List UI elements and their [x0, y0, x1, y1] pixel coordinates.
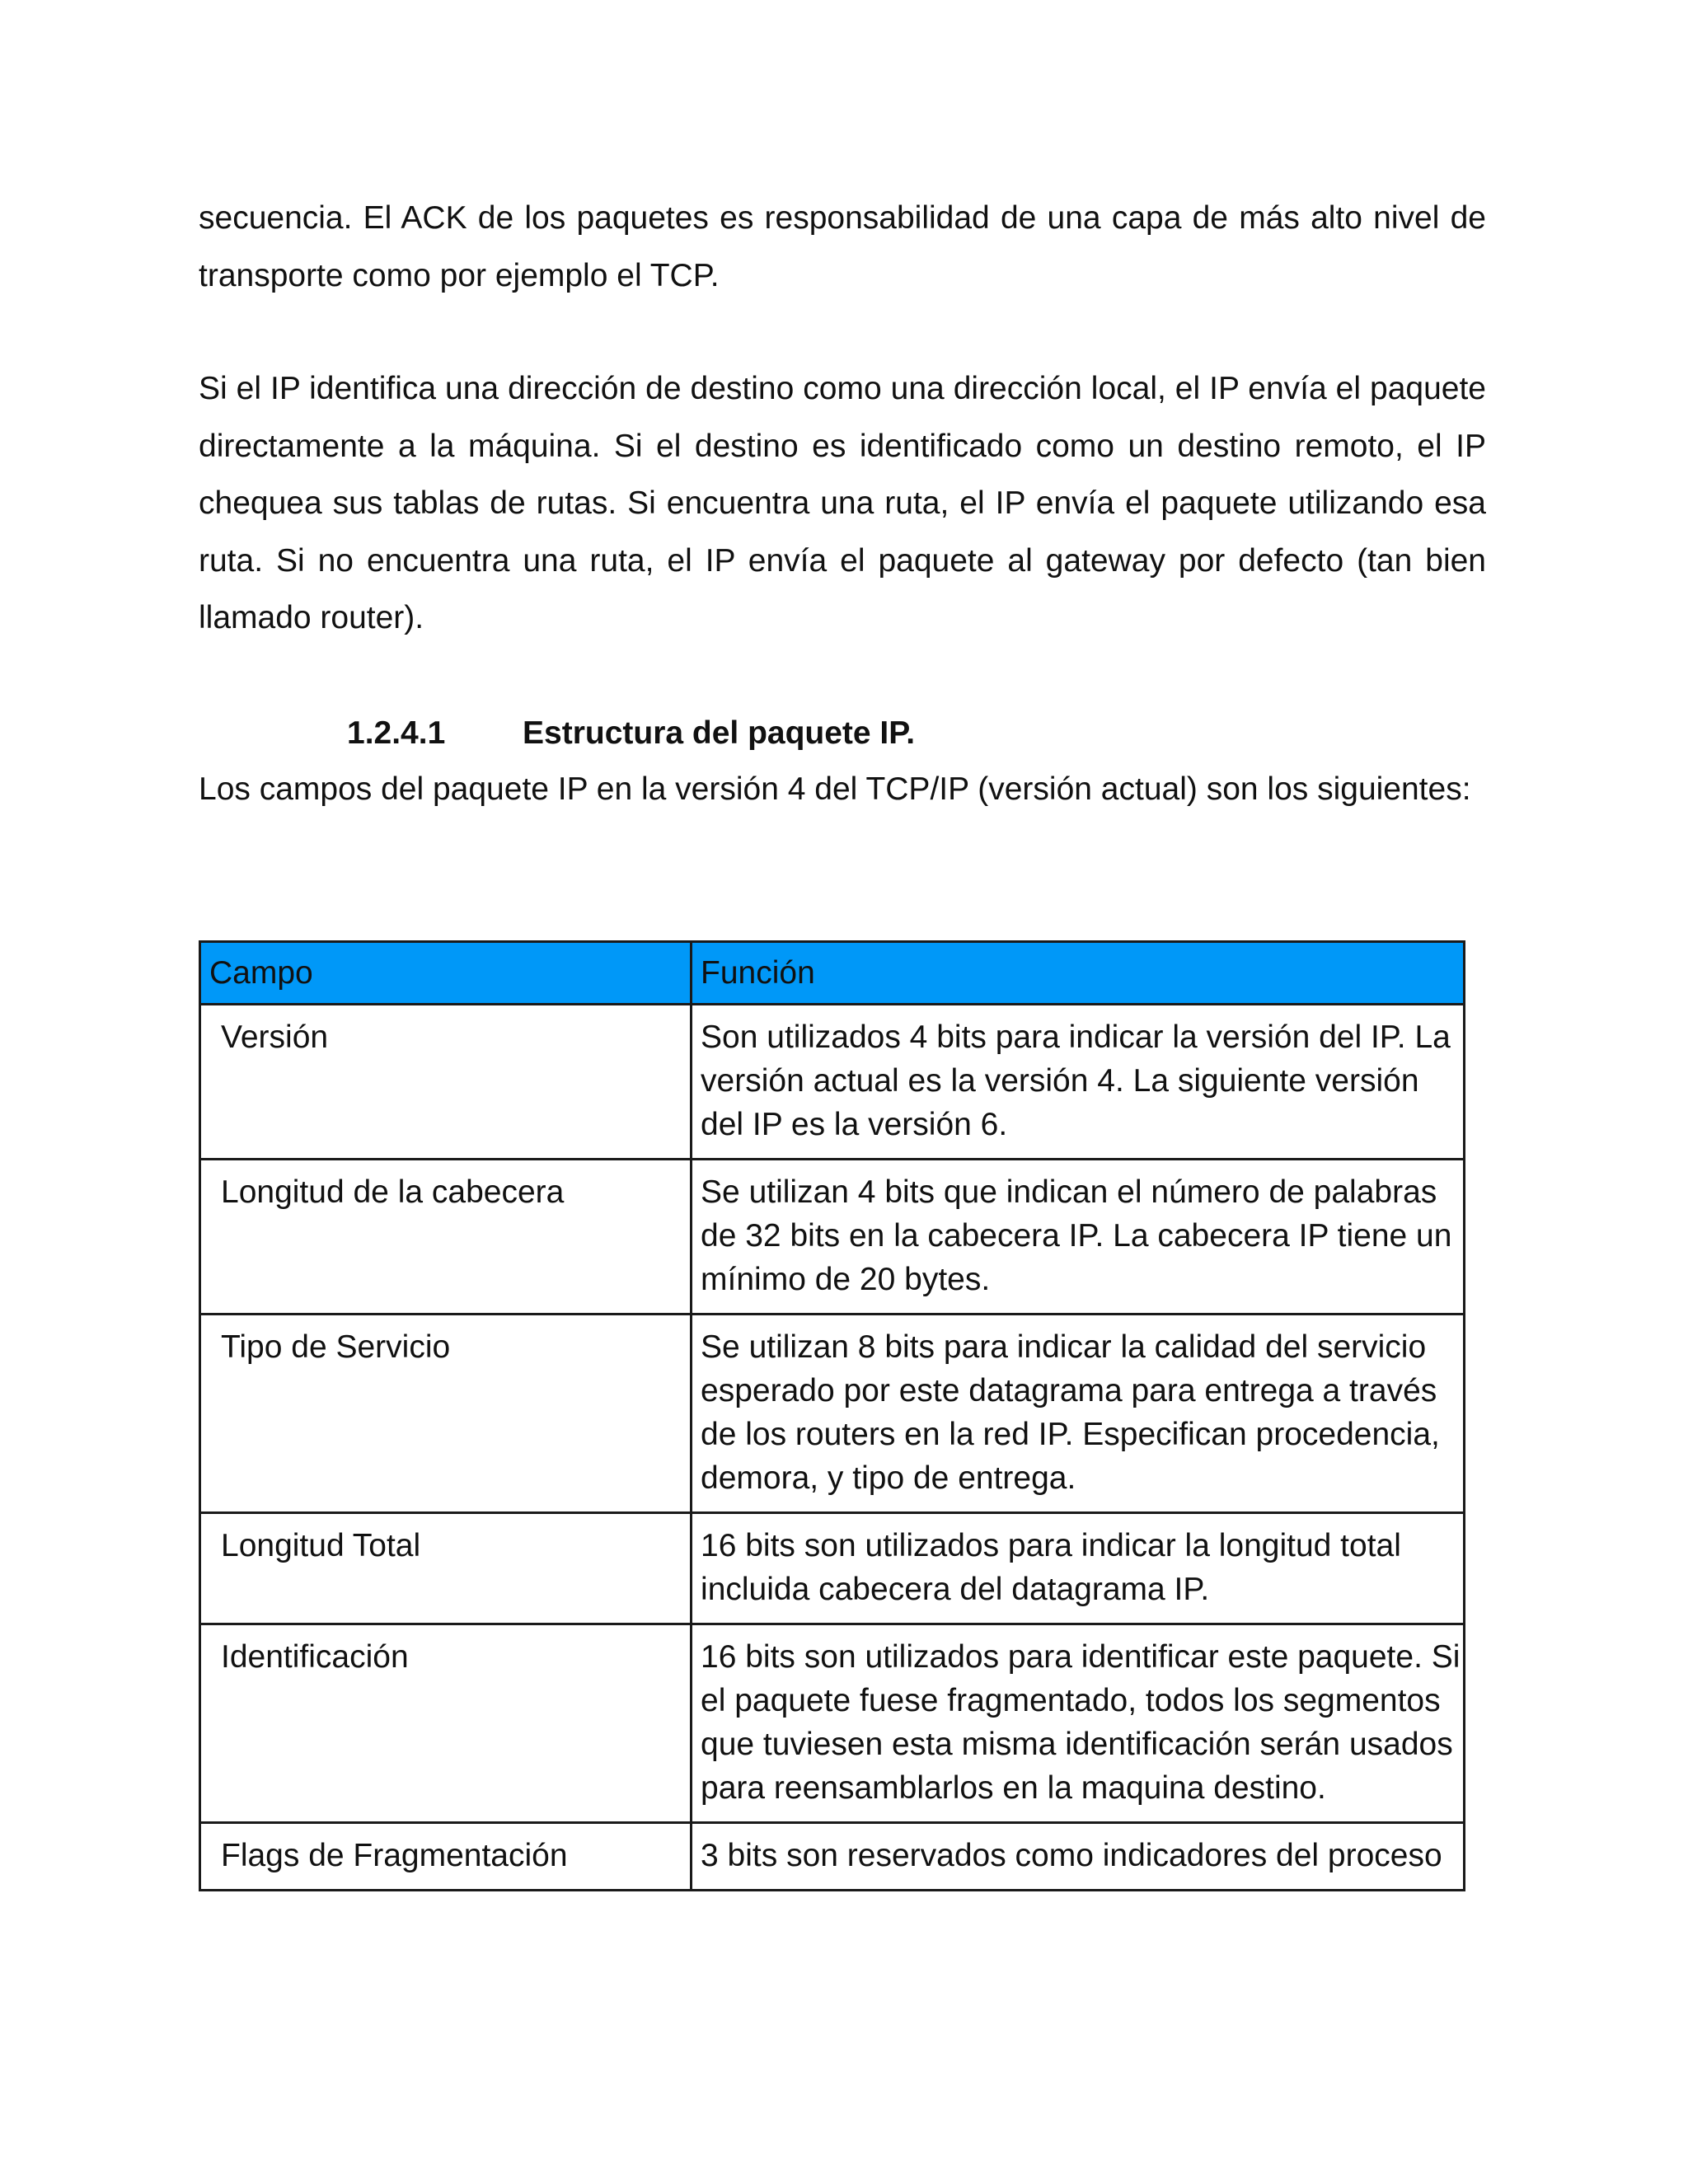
- header-campo: Campo: [200, 942, 692, 1005]
- cell-campo: Flags de Fragmentación: [200, 1823, 692, 1891]
- cell-campo: Tipo de Servicio: [200, 1315, 692, 1513]
- header-funcion: Función: [692, 942, 1465, 1005]
- paragraph-fields-intro: Los campos del paquete IP en la versión 4 del TCP/IP (versión actual) son los siguientes:: [199, 771, 1471, 807]
- section-title: Estructura del paquete IP.: [523, 715, 916, 751]
- cell-funcion: 16 bits son utilizados para indicar la longitud total incluida cabecera del datagrama IP.: [692, 1513, 1465, 1624]
- cell-funcion: Son utilizados 4 bits para indicar la versión del IP. La versión actual es la versión 4. La siguiente versión del IP es la versión 6.: [692, 1005, 1465, 1160]
- cell-funcion: 3 bits son reservados como indicadores del proceso: [692, 1823, 1465, 1891]
- table-row: [200, 1823, 1465, 1891]
- section-heading: [347, 705, 915, 762]
- cell-funcion: Se utilizan 4 bits que indican el número de palabras de 32 bits en la cabecera IP. La cabecera IP tiene un mínimo de 20 bytes.: [692, 1160, 1465, 1315]
- table-row: [200, 1160, 1465, 1315]
- cell-funcion: 16 bits son utilizados para identificar este paquete. Si el paquete fuese fragmentado, todos los segmentos que tuviesen esta misma identificación serán usados para reensamblarlos en la maquina destino.: [692, 1624, 1465, 1823]
- table-row: [200, 1005, 1465, 1160]
- table-row: [200, 1513, 1465, 1624]
- table-row: [200, 1624, 1465, 1823]
- cell-funcion: Se utilizan 8 bits para indicar la calidad del servicio esperado por este datagrama para entrega a través de los routers en la red IP. Especifican procedencia, demora, y tipo de entrega.: [692, 1315, 1465, 1513]
- cell-campo: Versión: [200, 1005, 692, 1160]
- ip-fields-table: [199, 940, 1465, 1891]
- cell-campo: Longitud Total: [200, 1513, 692, 1624]
- paragraph-routing: Si el IP identifica una dirección de destino como una dirección local, el IP envía el paquete directamente a la máquina. Si el destino es identificado como un destino remoto, el IP chequea sus tablas de rutas. Si encuentra una ruta, el IP envía el paquete utilizando esa ruta. Si no encuentra una ruta, el IP envía el paquete al gateway por defecto (tan bien llamado router).: [199, 371, 1486, 635]
- table-row: [200, 1315, 1465, 1513]
- cell-campo: Longitud de la cabecera: [200, 1160, 692, 1315]
- paragraph-ack: secuencia. El ACK de los paquetes es responsabilidad de una capa de más alto nivel de transporte como por ejemplo el TCP.: [199, 200, 1486, 293]
- table-header-row: [200, 942, 1465, 1005]
- cell-campo: Identificación: [200, 1624, 692, 1823]
- section-number: 1.2.4.1: [347, 715, 446, 751]
